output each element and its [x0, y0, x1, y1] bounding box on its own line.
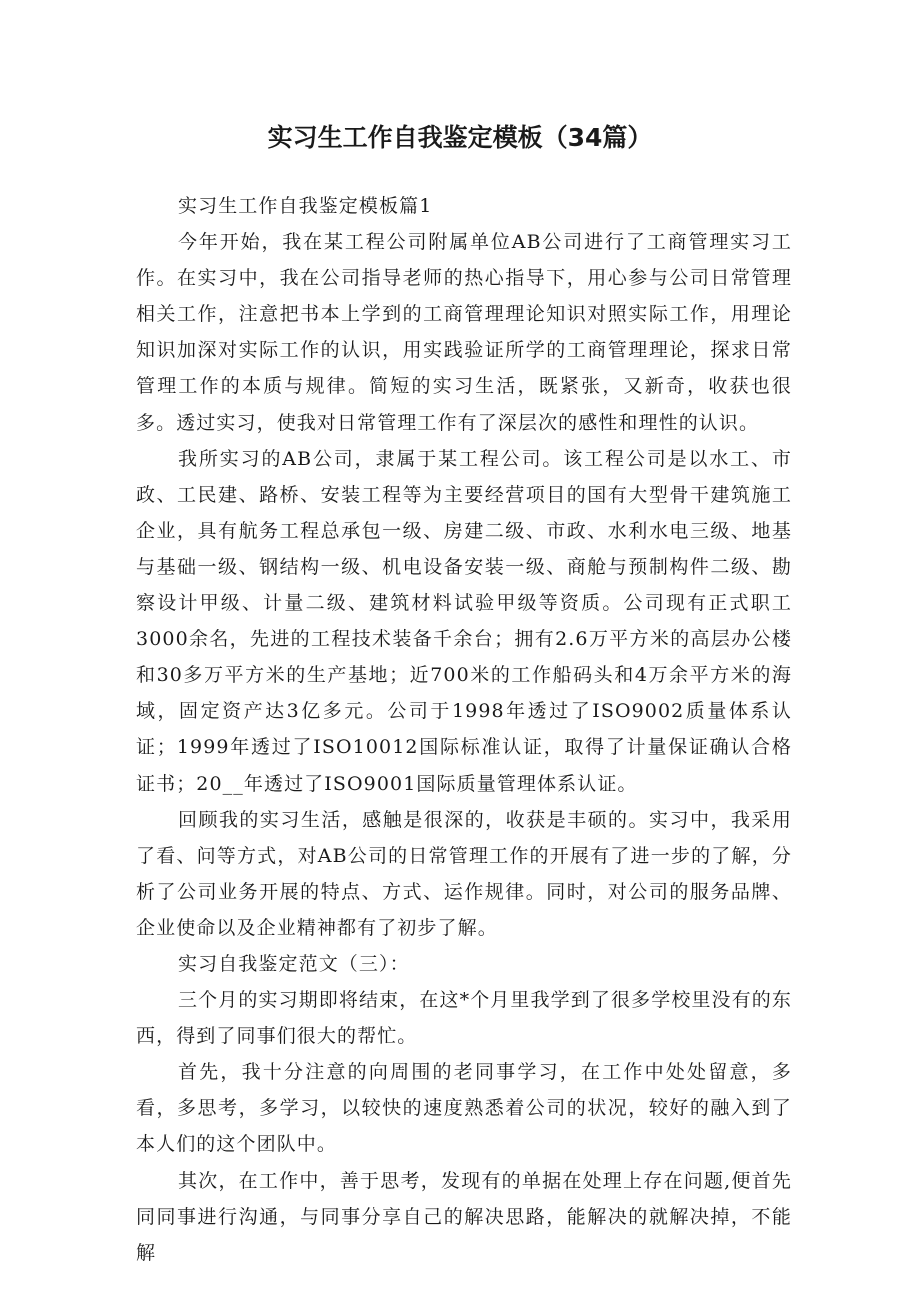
paragraph: 我所实习的AB公司，隶属于某工程公司。该工程公司是以水工、市政、工民建、路桥、安装工程等为主要经营项目的国有大型骨干建筑施工企业，具有航务工程总承包一级、房建二级、市政、水利水电三级、地基与基础一级、钢结构一级、机电设备安装一级、商舱与预制构件二级、勘察设计甲级、计量二级、建筑材料试验甲级等资质。公司现有正式职工3000余名，先进的工程技术装备千余台；拥有2.6万平方米的高层办公楼和30多万平方米的生产基地；近700米的工作船码头和4万余平方米的海域，固定资产达3亿多元。公司于1998年透过了ISO9002质量体系认证；1999年透过了ISO10012国际标准认证，取得了计量保证确认合格证书；20__年透过了ISO9001国际质量管理体系认证。 — [136, 447, 792, 795]
section-heading: 实习自我鉴定范文（三）： — [178, 952, 410, 975]
section-heading: 实习生工作自我鉴定模板篇1 — [178, 195, 433, 217]
paragraph: 首先，我十分注意的向周围的老同事学习，在工作中处处留意，多看，多思考，多学习，以较快的速度熟悉着公司的状况，较好的融入到了本人们的这个团队中。 — [136, 1061, 792, 1156]
paragraph: 其次，在工作中，善于思考，发现有的单据在处理上存在问题,便首先同同事进行沟通，与同事分享自己的解决思路，能解决的就解决掉，不能解 — [136, 1169, 792, 1264]
document-body — [136, 188, 792, 1271]
paragraph: 回顾我的实习生活，感触是很深的，收获是丰硕的。实习中，我采用了看、问等方式，对AB公司的日常管理工作的开展有了进一步的了解，分析了公司业务开展的特点、方式、运作规律。同时，对公司的服务品牌、企业使命以及企业精神都有了初步了解。 — [136, 808, 792, 939]
document-title: 实习生工作自我鉴定模板（34篇） — [267, 123, 653, 152]
paragraph: 三个月的实习期即将结束，在这*个月里我学到了很多学校里没有的东西，得到了同事们很大的帮忙。 — [136, 989, 792, 1048]
paragraph: 今年开始，我在某工程公司附属单位AB公司进行了工商管理实习工作。在实习中，我在公司指导老师的热心指导下，用心参与公司日常管理相关工作，注意把书本上学到的工商管理理论知识对照实际工作，用理论知识加深对实际工作的认识，用实践验证所学的工商管理理论，探求日常管理工作的本质与规律。简短的实习生活，既紧张，又新奇，收获也很多。透过实习，使我对日常管理工作有了深层次的感性和理性的认识。 — [136, 231, 792, 434]
